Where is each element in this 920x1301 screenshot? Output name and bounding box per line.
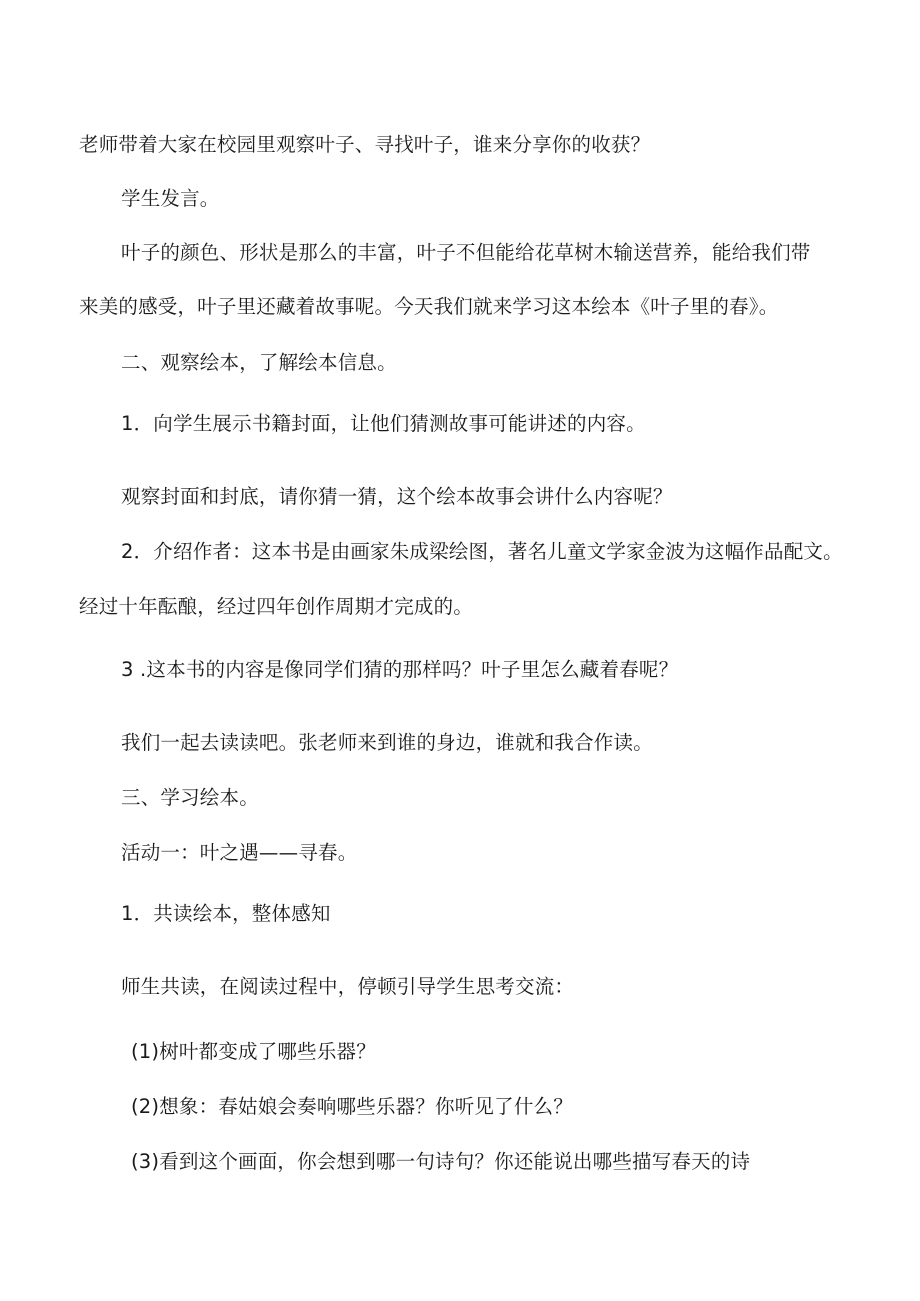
question-item: (1)树叶都变成了哪些乐器？ bbox=[131, 1040, 376, 1063]
list-item: 1．共读绘本，整体感知 bbox=[121, 902, 331, 925]
question-item: (2)想象：春姑娘会奏响哪些乐器？你听见了什么？ bbox=[131, 1095, 573, 1118]
activity-heading: 活动一：叶之遇——寻春。 bbox=[121, 841, 358, 864]
paragraph-line: 老师带着大家在校园里观察叶子、寻找叶子，谁来分享你的收获？ bbox=[79, 133, 651, 156]
section-heading: 二、观察绘本，了解绘本信息。 bbox=[121, 351, 397, 374]
section-heading: 三、学习绘本。 bbox=[121, 786, 259, 809]
paragraph-line: 来美的感受，叶子里还藏着故事呢。今天我们就来学习这本绘本《叶子里的春》。 bbox=[79, 295, 779, 318]
paragraph-line: 我们一起去读读吧。张老师来到谁的身边，谁就和我合作读。 bbox=[121, 731, 653, 754]
paragraph-line: 经过十年酝酿，经过四年创作周期才完成的。 bbox=[79, 595, 474, 618]
list-item: 2．介绍作者：这本书是由画家朱成梁绘图，著名儿童文学家金波为这幅作品配文。 bbox=[121, 540, 843, 563]
paragraph-line: 叶子的颜色、形状是那么的丰富，叶子不但能给花草树木输送营养，能给我们带 bbox=[121, 241, 811, 264]
question-item: (3)看到这个画面，你会想到哪一句诗句？你还能说出哪些描写春天的诗 bbox=[131, 1150, 751, 1173]
paragraph-line: 师生共读，在阅读过程中，停顿引导学生思考交流： bbox=[121, 975, 575, 998]
list-item: 3 .这本书的内容是像同学们猜的那样吗？叶子里怎么藏着春呢？ bbox=[121, 658, 679, 681]
paragraph-line: 学生发言。 bbox=[121, 187, 220, 210]
paragraph-line: 观察封面和封底，请你猜一猜，这个绘本故事会讲什么内容呢？ bbox=[121, 485, 673, 508]
list-item: 1．向学生展示书籍封面，让他们猜测故事可能讲述的内容。 bbox=[121, 412, 646, 435]
